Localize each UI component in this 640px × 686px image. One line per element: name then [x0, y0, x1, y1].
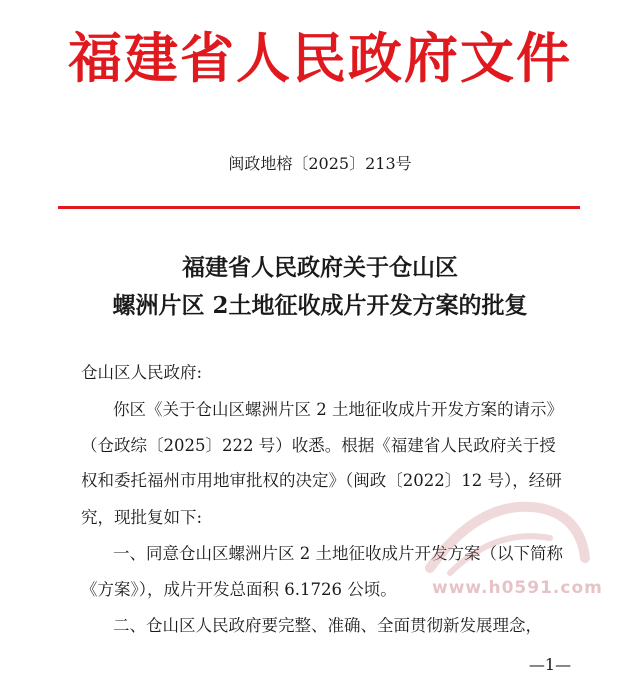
- document-header-title: 福建省人民政府文件: [68, 26, 572, 90]
- body-line: （仓政综〔2025〕222 号）收悉。根据《福建省人民政府关于授: [81, 436, 556, 455]
- red-divider: [58, 206, 580, 209]
- watermark-text: www.h0591.com: [432, 578, 603, 598]
- body-line: 二、仓山区人民政府要完整、准确、全面贯彻新发展理念，: [113, 616, 542, 635]
- page-number: —1—: [528, 655, 572, 674]
- document-title-line-2: 螺洲片区 2土地征收成片开发方案的批复: [112, 292, 528, 319]
- body-line: 《方案》），成片开发总面积 6.1726 公顷。: [81, 580, 397, 599]
- body-line: 你区《关于仓山区螺洲片区 2 土地征收成片开发方案的请示》: [113, 400, 563, 419]
- salutation: 仓山区人民政府:: [81, 363, 203, 382]
- body-line: 究，现批复如下:: [81, 508, 203, 527]
- body-line: 一、同意仓山区螺洲片区 2 土地征收成片开发方案（以下简称: [113, 544, 563, 563]
- body-line: 权和委托福州市用地审批权的决定》（闽政〔2022〕12 号），经研: [81, 471, 562, 490]
- document-number: 闽政地榕〔2025〕213号: [228, 154, 412, 173]
- document-title-line-1: 福建省人民政府关于仓山区: [182, 254, 458, 281]
